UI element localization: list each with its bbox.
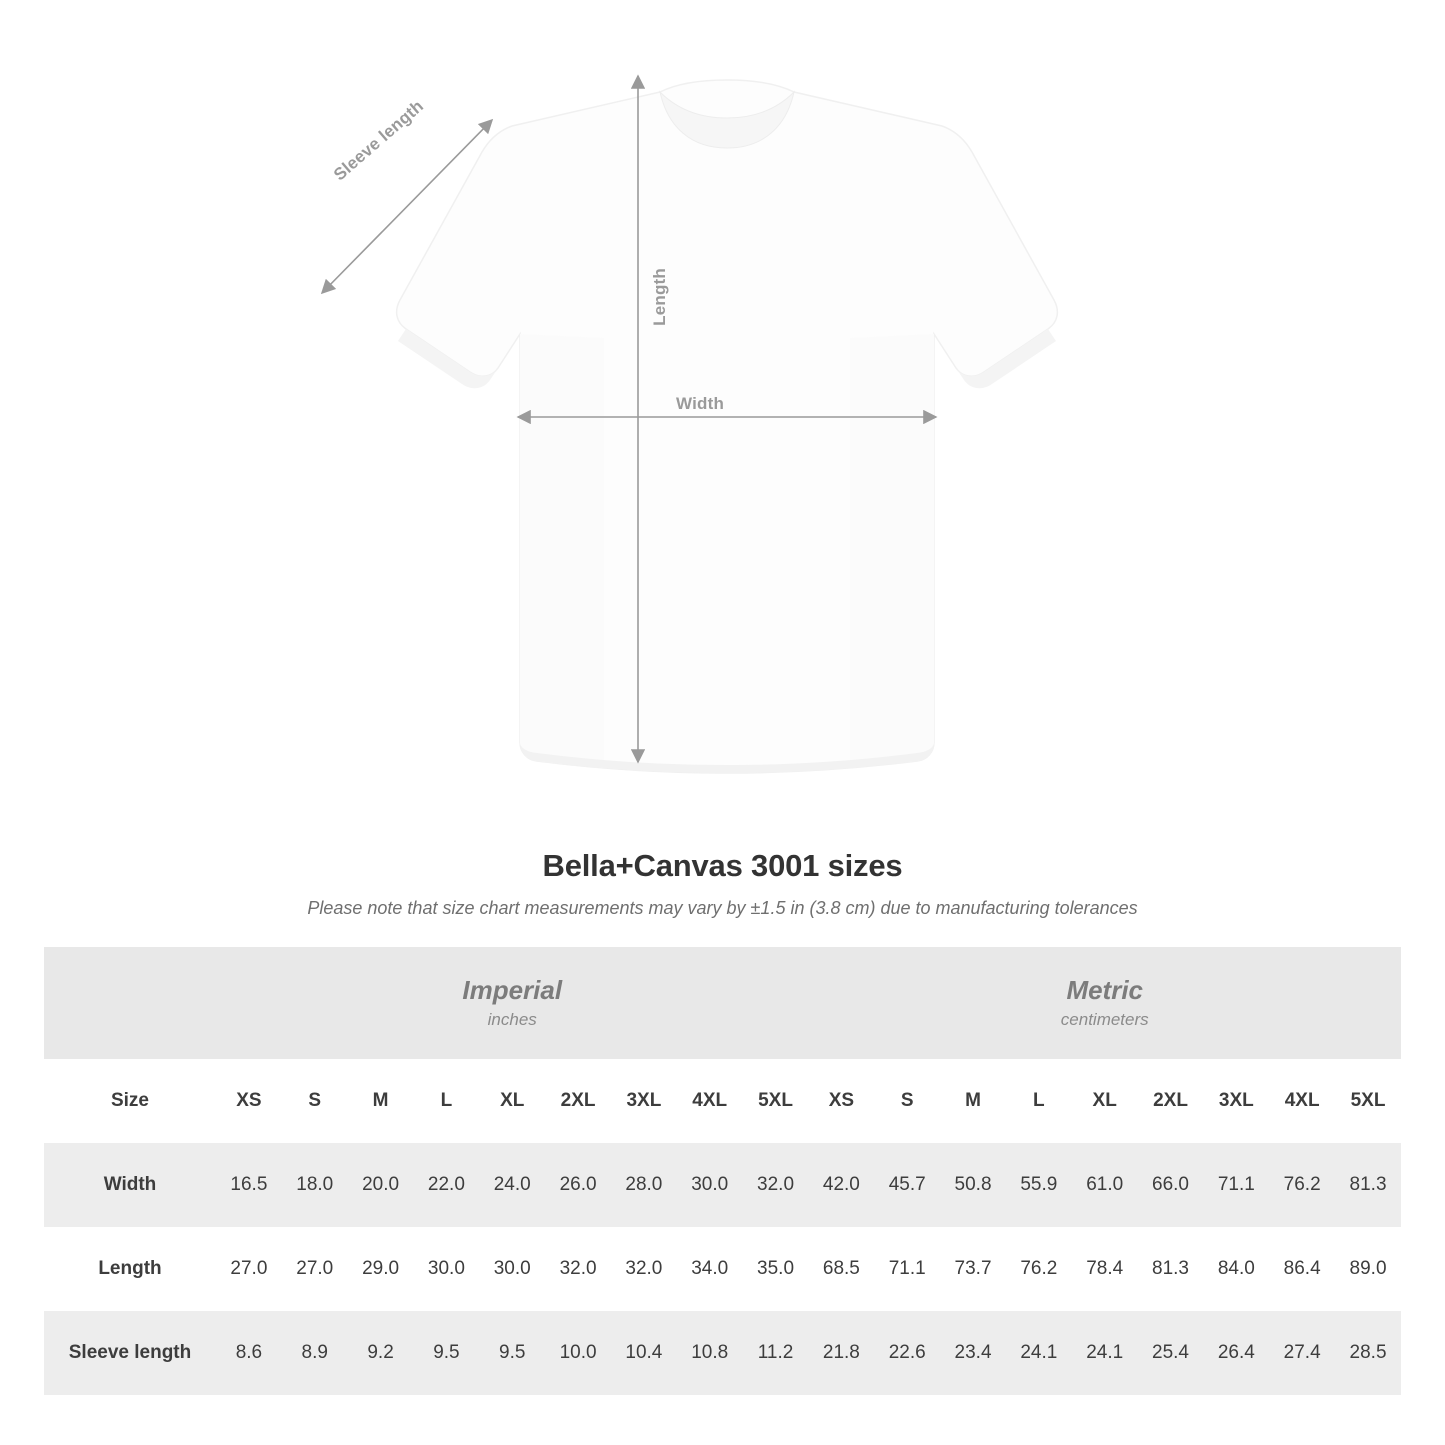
row-label-sleeve-length: Sleeve length — [44, 1311, 216, 1395]
tshirt-shape — [397, 80, 1058, 773]
imperial-group-header — [216, 947, 808, 1059]
column-header-cell: XL — [479, 1059, 545, 1143]
column-header-cell: M — [348, 1059, 414, 1143]
table-cell: 10.4 — [611, 1311, 677, 1395]
size-row-header: Size — [44, 1059, 216, 1143]
table-cell: 22.0 — [413, 1143, 479, 1227]
table-cell: 27.4 — [1269, 1311, 1335, 1395]
table-cell: 71.1 — [874, 1227, 940, 1311]
width-label: Width — [676, 394, 725, 413]
table-cell: 32.0 — [743, 1143, 809, 1227]
table-cell: 10.8 — [677, 1311, 743, 1395]
table-cell: 24.1 — [1072, 1311, 1138, 1395]
table-cell: 22.6 — [874, 1311, 940, 1395]
table-cell: 89.0 — [1335, 1227, 1401, 1311]
table-cell: 73.7 — [940, 1227, 1006, 1311]
table-cell: 71.1 — [1203, 1143, 1269, 1227]
length-label: Length — [650, 268, 669, 326]
sleeve-length-label: Sleeve length — [330, 96, 428, 185]
table-cell: 50.8 — [940, 1143, 1006, 1227]
table-cell: 10.0 — [545, 1311, 611, 1395]
table-cell: 81.3 — [1138, 1227, 1204, 1311]
column-header-cell: S — [282, 1059, 348, 1143]
table-cell: 30.0 — [413, 1227, 479, 1311]
column-header-cell: 5XL — [1335, 1059, 1401, 1143]
table-cell: 35.0 — [743, 1227, 809, 1311]
column-header-cell: L — [1006, 1059, 1072, 1143]
table-cell: 26.4 — [1203, 1311, 1269, 1395]
table-cell: 8.6 — [216, 1311, 282, 1395]
table-row — [44, 1227, 1401, 1311]
table-row — [44, 1143, 1401, 1227]
table-cell: 21.8 — [808, 1311, 874, 1395]
metric-group-header — [808, 947, 1401, 1059]
column-header-cell: 4XL — [677, 1059, 743, 1143]
table-cell: 28.0 — [611, 1143, 677, 1227]
table-cell: 23.4 — [940, 1311, 1006, 1395]
table-cell: 18.0 — [282, 1143, 348, 1227]
table-cell: 61.0 — [1072, 1143, 1138, 1227]
table-cell: 9.5 — [479, 1311, 545, 1395]
column-header-cell: M — [940, 1059, 1006, 1143]
column-header-cell: 3XL — [611, 1059, 677, 1143]
column-header-cell: L — [413, 1059, 479, 1143]
metric-unit-label: centimeters — [1060, 1010, 1149, 1030]
table-cell: 27.0 — [282, 1227, 348, 1311]
table-cell: 55.9 — [1006, 1143, 1072, 1227]
table-cell: 24.0 — [479, 1143, 545, 1227]
table-cell: 20.0 — [348, 1143, 414, 1227]
table-cell: 25.4 — [1138, 1311, 1204, 1395]
table-cell: 81.3 — [1335, 1143, 1401, 1227]
table-cell: 84.0 — [1203, 1227, 1269, 1311]
size-table — [44, 947, 1401, 1395]
imperial-unit-label: inches — [487, 1010, 537, 1030]
table-cell: 8.9 — [282, 1311, 348, 1395]
column-header-cell: 5XL — [743, 1059, 809, 1143]
table-cell: 30.0 — [677, 1143, 743, 1227]
imperial-system-label: Imperial — [462, 974, 563, 1005]
row-label-width: Width — [44, 1143, 216, 1227]
page-title: Bella+Canvas 3001 sizes — [542, 848, 903, 883]
row-label-length: Length — [44, 1227, 216, 1311]
table-cell: 76.2 — [1269, 1143, 1335, 1227]
table-cell: 29.0 — [348, 1227, 414, 1311]
unit-header-blank — [44, 947, 216, 1059]
column-header-cell: 4XL — [1269, 1059, 1335, 1143]
size-table-wrapper — [44, 947, 1401, 1395]
table-cell: 24.1 — [1006, 1311, 1072, 1395]
table-cell: 32.0 — [611, 1227, 677, 1311]
column-header-cell: 3XL — [1203, 1059, 1269, 1143]
table-cell: 9.5 — [413, 1311, 479, 1395]
metric-system-label: Metric — [1066, 974, 1144, 1005]
table-cell: 34.0 — [677, 1227, 743, 1311]
column-header-cell: 2XL — [1138, 1059, 1204, 1143]
size-table-body — [44, 947, 1401, 1395]
column-header-cell: S — [874, 1059, 940, 1143]
table-cell: 11.2 — [743, 1311, 809, 1395]
table-row — [44, 1311, 1401, 1395]
table-cell: 45.7 — [874, 1143, 940, 1227]
unit-header-row — [44, 947, 1401, 1059]
table-cell: 66.0 — [1138, 1143, 1204, 1227]
table-cell: 78.4 — [1072, 1227, 1138, 1311]
table-cell: 27.0 — [216, 1227, 282, 1311]
table-cell: 30.0 — [479, 1227, 545, 1311]
table-cell: 28.5 — [1335, 1311, 1401, 1395]
table-cell: 86.4 — [1269, 1227, 1335, 1311]
table-cell: 9.2 — [348, 1311, 414, 1395]
tolerance-note: Please note that size chart measurements may vary by ±1.5 in (3.8 cm) due to manufacturing tolerances — [307, 898, 1138, 918]
table-cell: 32.0 — [545, 1227, 611, 1311]
column-header-cell: XL — [1072, 1059, 1138, 1143]
table-cell: 42.0 — [808, 1143, 874, 1227]
table-cell: 68.5 — [808, 1227, 874, 1311]
column-header-cell: XS — [808, 1059, 874, 1143]
column-header-cell: 2XL — [545, 1059, 611, 1143]
column-header-cell: XS — [216, 1059, 282, 1143]
table-cell: 26.0 — [545, 1143, 611, 1227]
column-header-row — [44, 1059, 1401, 1143]
table-cell: 76.2 — [1006, 1227, 1072, 1311]
size-chart-header — [0, 848, 1445, 919]
table-cell: 16.5 — [216, 1143, 282, 1227]
